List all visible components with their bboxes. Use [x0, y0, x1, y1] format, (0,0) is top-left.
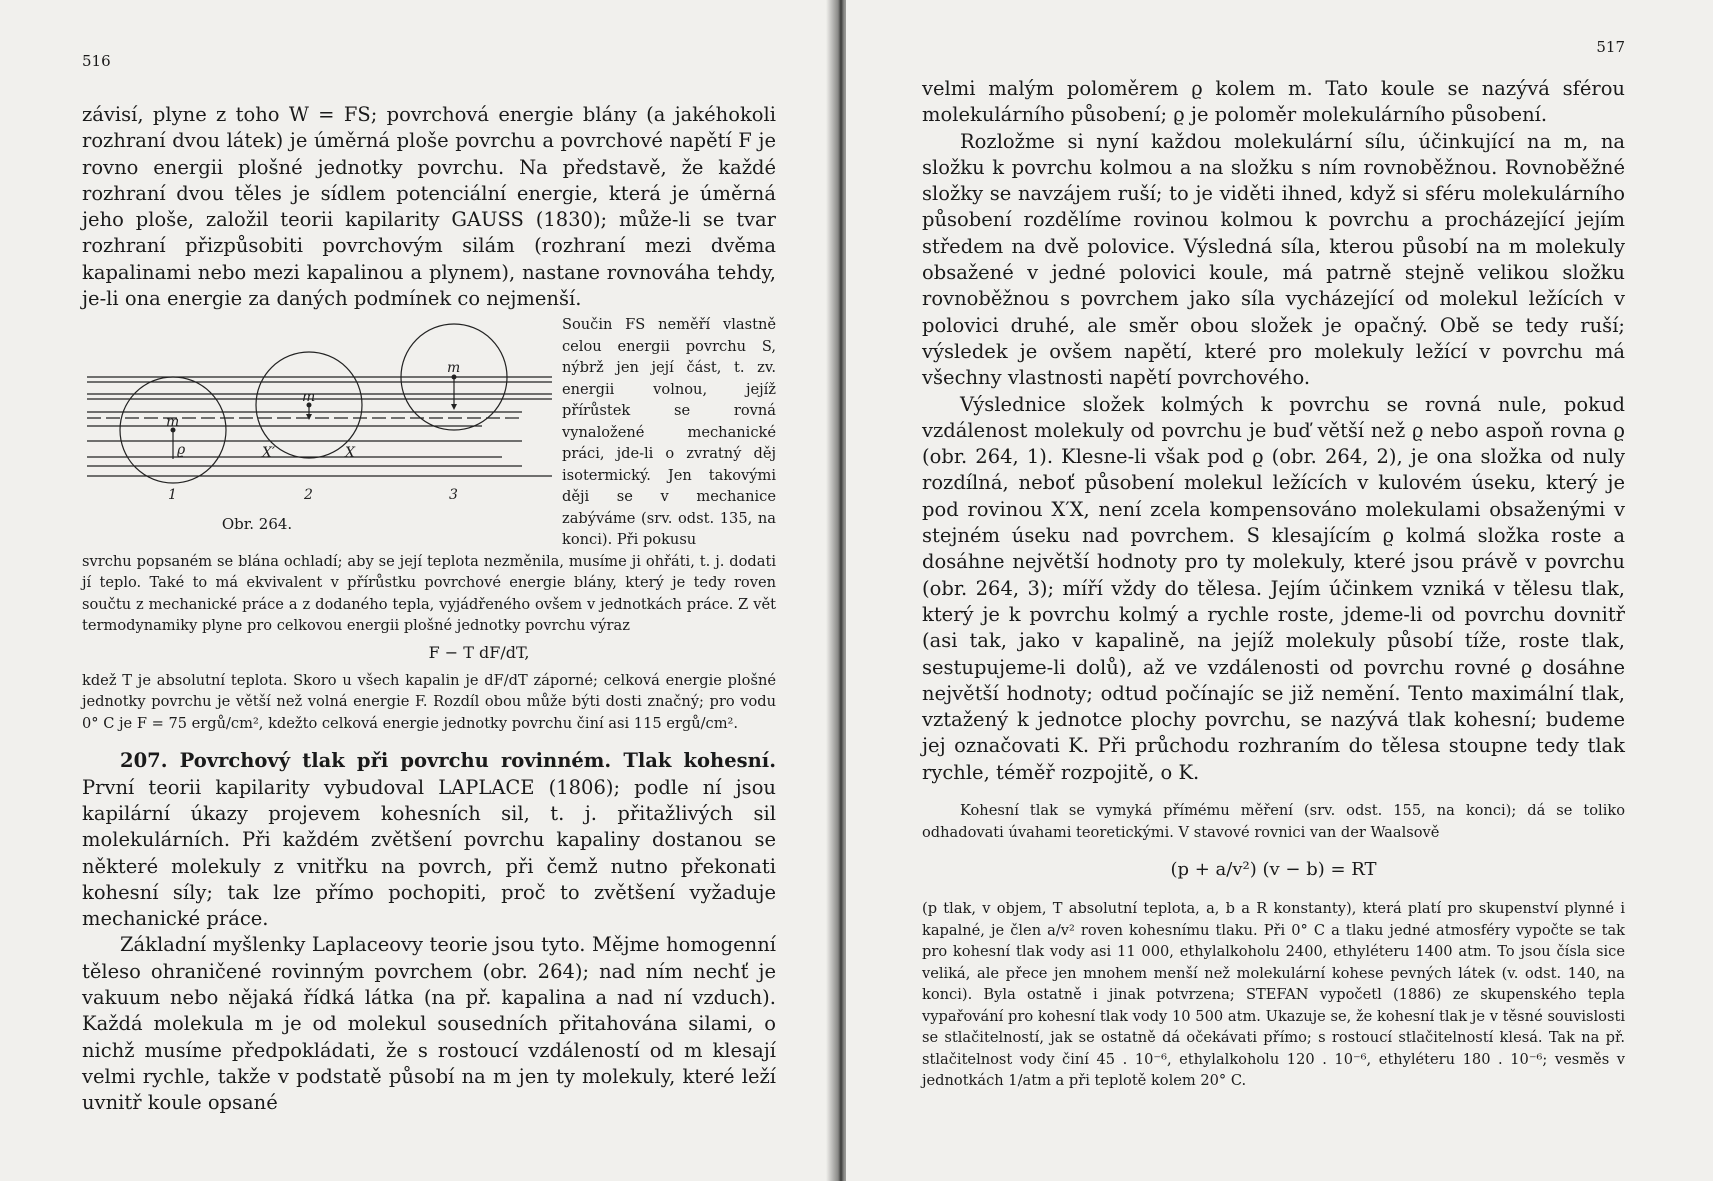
- label-rho: ϱ: [177, 442, 186, 459]
- side-note: Součin FS neměří vlastně celou energii povrchu S, nýbrž jen její část, t. zv. energii volnou, jejíž přírůstek se rovná vynaložené mechanické práci, jde-li o zvratný děj isotermický. Jen takovými ději se v mechanice zabýváme (srv. odst. 135, na konci). Při pokusu: [562, 316, 776, 549]
- molecular-spheres-diagram: [82, 314, 552, 519]
- paragraph: Rozložme si nyní každou molekulární sílu, účinkující na m, na složku k povrchu kolmou a na složku s ním rovnoběžnou. Rovnoběžné složky se navzájem ruší; to je viděti ihned, když si sféru molekulárního působení rozdělíme rovinou kolmou k povrchu a procházející jejím středem na dvě polovice. Výsledná síla, kterou působí na m molekuly obsažené v jedné polovici koule, má patrně stejně velikou složku rovnoběžnou s povrchem jako síla vycházející od molekul ležících v polovici druhé, ale směr obou složek je opačný. Obě se tedy ruší; výsledek je ovšem napětí, které pro molekuly ležící v povrchu má všechny vlastnosti napětí povrchového.: [922, 129, 1625, 390]
- label-x-prime: X′: [262, 445, 276, 462]
- small-paragraph: kdež T je absolutní teplota. Skoro u všech kapalin je dF/dT záporné; celková energie plošné jednotky povrchu je větší než volná energie F. Rozdíl obou může býti dosti značný; pro vodu 0° C je F = 75 ergů/cm², kdežto celková energie jednotky povrchu činí asi 115 ergů/cm².: [82, 671, 776, 732]
- paragraph: velmi malým poloměrem ϱ kolem m. Tato koule se nazývá sférou molekulárního působení; ϱ je poloměr molekulárního působení.: [922, 77, 1625, 127]
- right-page: [846, 0, 1713, 1181]
- label-2: 2: [304, 487, 313, 504]
- figure-264: [82, 314, 552, 551]
- formula: F − T dF/dT,: [428, 642, 530, 662]
- small-paragraph: Kohesní tlak se vymyká přímému měření (srv. odst. 155, na konci); dá se toliko odhadovati úvahami teoretickými. V stavové rovnici van der Waalsově: [922, 802, 1625, 841]
- figure-caption: Obr. 264.: [221, 515, 293, 534]
- label-x: X: [345, 445, 355, 462]
- label-m-1: m: [166, 414, 180, 431]
- paragraph: Základní myšlenky Laplaceovy teorie jsou tyto. Mějme homogenní těleso ohraničené rovinným povrchem (obr. 264); nad ním nechť je vakuum nebo nějaká řídká látka (na př. kapalina a nad ní vzduch). Každá molekula m je od molekul sousedních přitahována silami, o nichž musíme předpokládati, že s rostoucí vzdáleností od m klesají velmi rychle, takže v podstatě působí na m jen ty molekuly, které leží uvnitř koule opsané: [82, 933, 776, 1115]
- paragraph-text: První teorii kapilarity vybudoval LAPLACE (1806); podle ní jsou kapilární úkazy projevem kohesních sil, t. j. přitažlivých sil molekulárních. Při každém zvětšení povrchu kapaliny dostanou se některé molekuly z vnitřku na povrch, při čemž nutno překonati kohesní síly; tak lze přímo pochopiti, proč to zvětšení vyžaduje mechanické práce.: [82, 775, 776, 931]
- label-m-3: m: [447, 360, 461, 377]
- label-1: 1: [168, 487, 177, 504]
- paragraph: závisí, plyne z toho W = FS; povrchová energie blány (a jakéhokoli rozhraní dvou látek) je úměrná ploše povrchu a povrchové napětí F je rovno energii plošné jednotky povrchu. Na představě, že každé rozhraní dvou těles je sídlem potenciální energie, která je úměrná jeho ploše, založil teorii kapilarity GAUSS (1830); může-li se tvar rozhraní přizpůsobiti povrchovým silám (rozhraní mezi dvěma kapalinami nebo mezi kapalinou a plynem), nastane rovnováha tehdy, je-li ona energie za daných podmínek co nejmenší.: [82, 103, 776, 311]
- section-heading: 207. Povrchový tlak při povrchu rovinném. Tlak kohesní.: [120, 749, 776, 773]
- van-der-waals-equation: (p + a/v²) (v − b) = RT: [1170, 859, 1377, 881]
- label-3: 3: [449, 487, 458, 504]
- figure-block: [82, 314, 776, 551]
- paragraph: Výslednice složek kolmých k povrchu se rovná nule, pokud vzdálenost molekuly od povrchu je buď větší než ϱ nebo aspoň rovna ϱ (obr. 264, 1). Klesne-li však pod ϱ (obr. 264, 2), je ona složka od nuly rozdílná, neboť působení molekul ležících v kulovém úseku, který je pod rovinou X′X, není zcela kompensováno molekulami obsaženými v stejném úseku nad povrchem. S klesajícím ϱ kolmá složka roste a dosáhne největší hodnoty pro ty molekuly, které jsou právě v povrchu (obr. 264, 3); míří vždy do tělesa. Jejím účinkem vzniká v tělesu tlak, který je k povrchu kolmý a rychle roste, jdeme-li od povrchu dovnitř (asi tak, jako v kapalině, na jejíž molekuly působí tíže, roste tlak, sestupujeme-li dolů), až ve vzdálenosti od povrchu rovné ϱ dosáhne největší hodnoty; odtud počínajíc se již nemění. Tento maximální tlak, vztažený k jednotce plochy povrchu, se nazývá tlak kohesní; budeme jej označovati K. Při průchodu rozhraním do tělesa stoupne tedy tlak rychle, téměř rozpojitě, o K.: [922, 392, 1625, 784]
- small-paragraph: (p tlak, v objem, T absolutní teplota, a, b a R konstanty), která platí pro skupenství plynné i kapalné, je člen a/v² roven kohesnímu tlaku. Při 0° C a tlaku jedné atmosféry vypočte se tak pro kohesní tlak vody asi 11 000, ethylalkoholu 2400, ethyléteru 1400 atm. To jsou čísla sice veliká, ale přece jen mnohem menší než molekulární kohese pevných látek (v. odst. 140, na konci). Byla ostatně i jinak potvrzena; STEFAN vypočetl (1886) ze skupenského tepla vypařování pro kohesní tlak vody 10 500 atm. Ukazuje se, že kohesní tlak je v těsné souvislosti se stlačitelností, jak se ostatně dá očekávati přímo; s rostoucí stlačitelností klesá. Tak na př. stlačitelnost vody činí 45 . 10⁻⁶, ethylalkoholu 120 . 10⁻⁶, ethyléteru 180 . 10⁻⁶; vesměs v jednotkách 1/atm a při teplotě kolem 20° C.: [922, 900, 1625, 1090]
- label-m-2: m: [302, 389, 316, 406]
- page-number: 517: [1596, 38, 1625, 56]
- small-paragraph: svrchu popsaném se blána ochladí; aby se její teplota nezměnila, musíme ji ohřáti, t. j. dodati jí teplo. Také to má ekvivalent v přírůstku povrchové energie blány, který je tedy roven součtu z mechanické práce a z dodaného tepla, vyjádřeného ovšem v jednotkách práce. Z vět termodynamiky plyne pro celkovou energii plošné jednotky povrchu výraz: [82, 552, 776, 635]
- section-207: [82, 748, 776, 932]
- page-number: 516: [82, 52, 111, 70]
- left-page: [0, 0, 836, 1181]
